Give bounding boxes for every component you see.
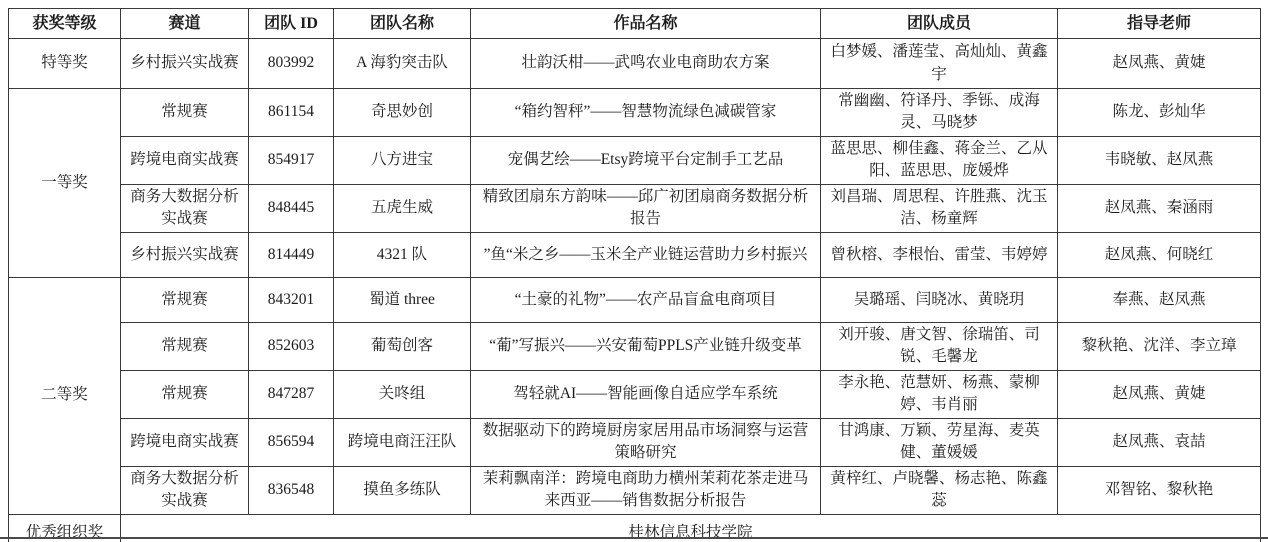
page-bottom-rule: [0, 537, 1268, 539]
header-team-id: 团队 ID: [249, 9, 334, 39]
work-name-cell: “箱约智秤”——智慧物流绿色减碳管家: [471, 89, 821, 137]
teachers-cell: 韦晓敏、赵凤燕: [1058, 136, 1261, 184]
team-name-cell: 葡萄创客: [334, 322, 471, 370]
work-name-cell: ”鱼“米之乡——玉米全产业链运营助力乡村振兴: [471, 232, 821, 277]
award-level-cell: 二等奖: [9, 277, 121, 514]
track-cell: 跨境电商实战赛: [121, 418, 249, 466]
team-id-cell: 856594: [249, 418, 334, 466]
award-level-cell: 特等奖: [9, 39, 121, 89]
members-cell: 刘开骏、唐文智、徐瑞笛、司锐、毛馨龙: [821, 322, 1058, 370]
team-id-cell: 843201: [249, 277, 334, 322]
header-team-name: 团队名称: [334, 9, 471, 39]
members-cell: 黄梓红、卢晓馨、杨志艳、陈鑫蕊: [821, 466, 1058, 514]
work-name-cell: “葡”写振兴——兴安葡萄PPLS产业链升级变革: [471, 322, 821, 370]
team-id-cell: 814449: [249, 232, 334, 277]
members-cell: 常幽幽、符译丹、季铄、成海灵、马晓梦: [821, 89, 1058, 137]
team-name-cell: 八方进宝: [334, 136, 471, 184]
team-name-cell: 奇思妙创: [334, 89, 471, 137]
table-row: [9, 232, 1261, 277]
team-id-cell: 803992: [249, 39, 334, 89]
team-name-cell: 跨境电商汪汪队: [334, 418, 471, 466]
members-cell: 蓝思思、柳佳鑫、蒋金兰、乙从阳、蓝思思、庞媛烨: [821, 136, 1058, 184]
team-id-cell: 854917: [249, 136, 334, 184]
work-name-cell: 精致团扇东方韵味——邱广初团扇商务数据分析报告: [471, 184, 821, 232]
members-cell: 白梦媛、潘莲莹、高灿灿、黄鑫宇: [821, 39, 1058, 89]
teachers-cell: 奉燕、赵凤燕: [1058, 277, 1261, 322]
team-id-cell: 848445: [249, 184, 334, 232]
work-name-cell: 茉莉飘南洋：跨境电商助力横州茉莉花茶走进马来西亚——销售数据分析报告: [471, 466, 821, 514]
table-row: [9, 39, 1261, 89]
header-track: 赛道: [121, 9, 249, 39]
team-id-cell: 847287: [249, 370, 334, 418]
work-name-cell: 数据驱动下的跨境厨房家居用品市场洞察与运营策略研究: [471, 418, 821, 466]
table-row: [9, 184, 1261, 232]
awards-table: [8, 8, 1261, 542]
table-row: [9, 277, 1261, 322]
table-row: [9, 466, 1261, 514]
table-row: [9, 418, 1261, 466]
teachers-cell: 邓智铭、黎秋艳: [1058, 466, 1261, 514]
work-name-cell: 驾轻就AI——智能画像自适应学车系统: [471, 370, 821, 418]
track-cell: 常规赛: [121, 322, 249, 370]
table-row: [9, 89, 1261, 137]
team-id-cell: 836548: [249, 466, 334, 514]
track-cell: 商务大数据分析实战赛: [121, 466, 249, 514]
team-name-cell: 关咚组: [334, 370, 471, 418]
members-cell: 甘鸿康、万颖、劳星海、麦英健、董媛媛: [821, 418, 1058, 466]
track-cell: 常规赛: [121, 277, 249, 322]
teachers-cell: 赵凤燕、黄婕: [1058, 39, 1261, 89]
members-cell: 刘昌瑞、周思程、许胜燕、沈玉洁、杨童辉: [821, 184, 1058, 232]
work-name-cell: 壮韵沃柑——武鸣农业电商助农方案: [471, 39, 821, 89]
header-members: 团队成员: [821, 9, 1058, 39]
teachers-cell: 陈龙、彭灿华: [1058, 89, 1261, 137]
team-id-cell: 852603: [249, 322, 334, 370]
team-name-cell: 4321 队: [334, 232, 471, 277]
header-work-name: 作品名称: [471, 9, 821, 39]
work-name-cell: 宠偶艺绘——Etsy跨境平台定制手工艺品: [471, 136, 821, 184]
team-name-cell: A 海豹突击队: [334, 39, 471, 89]
members-cell: 李永艳、范慧妍、杨燕、蒙柳婷、韦肖丽: [821, 370, 1058, 418]
team-name-cell: 五虎生威: [334, 184, 471, 232]
footer-organization: 桂林信息科技学院: [121, 514, 1261, 542]
teachers-cell: 赵凤燕、袁喆: [1058, 418, 1261, 466]
team-name-cell: 蜀道 three: [334, 277, 471, 322]
table-row: [9, 136, 1261, 184]
award-level-cell: 一等奖: [9, 89, 121, 278]
track-cell: 常规赛: [121, 89, 249, 137]
table-row: [9, 370, 1261, 418]
table-row: [9, 322, 1261, 370]
work-name-cell: “土豪的礼物”——农产品盲盒电商项目: [471, 277, 821, 322]
team-id-cell: 861154: [249, 89, 334, 137]
track-cell: 乡村振兴实战赛: [121, 232, 249, 277]
header-award-level: 获奖等级: [9, 9, 121, 39]
header-row: [9, 9, 1261, 39]
track-cell: 常规赛: [121, 370, 249, 418]
teachers-cell: 赵凤燕、秦涵雨: [1058, 184, 1261, 232]
track-cell: 跨境电商实战赛: [121, 136, 249, 184]
teachers-cell: 赵凤燕、黄婕: [1058, 370, 1261, 418]
members-cell: 吴璐瑶、闫晓冰、黄晓玥: [821, 277, 1058, 322]
team-name-cell: 摸鱼多练队: [334, 466, 471, 514]
teachers-cell: 黎秋艳、沈洋、李立璋: [1058, 322, 1261, 370]
track-cell: 乡村振兴实战赛: [121, 39, 249, 89]
teachers-cell: 赵凤燕、何晓红: [1058, 232, 1261, 277]
footer-award-label: 优秀组织奖: [9, 514, 121, 542]
members-cell: 曾秋榕、李根怡、雷莹、韦婷婷: [821, 232, 1058, 277]
track-cell: 商务大数据分析实战赛: [121, 184, 249, 232]
header-teachers: 指导老师: [1058, 9, 1261, 39]
